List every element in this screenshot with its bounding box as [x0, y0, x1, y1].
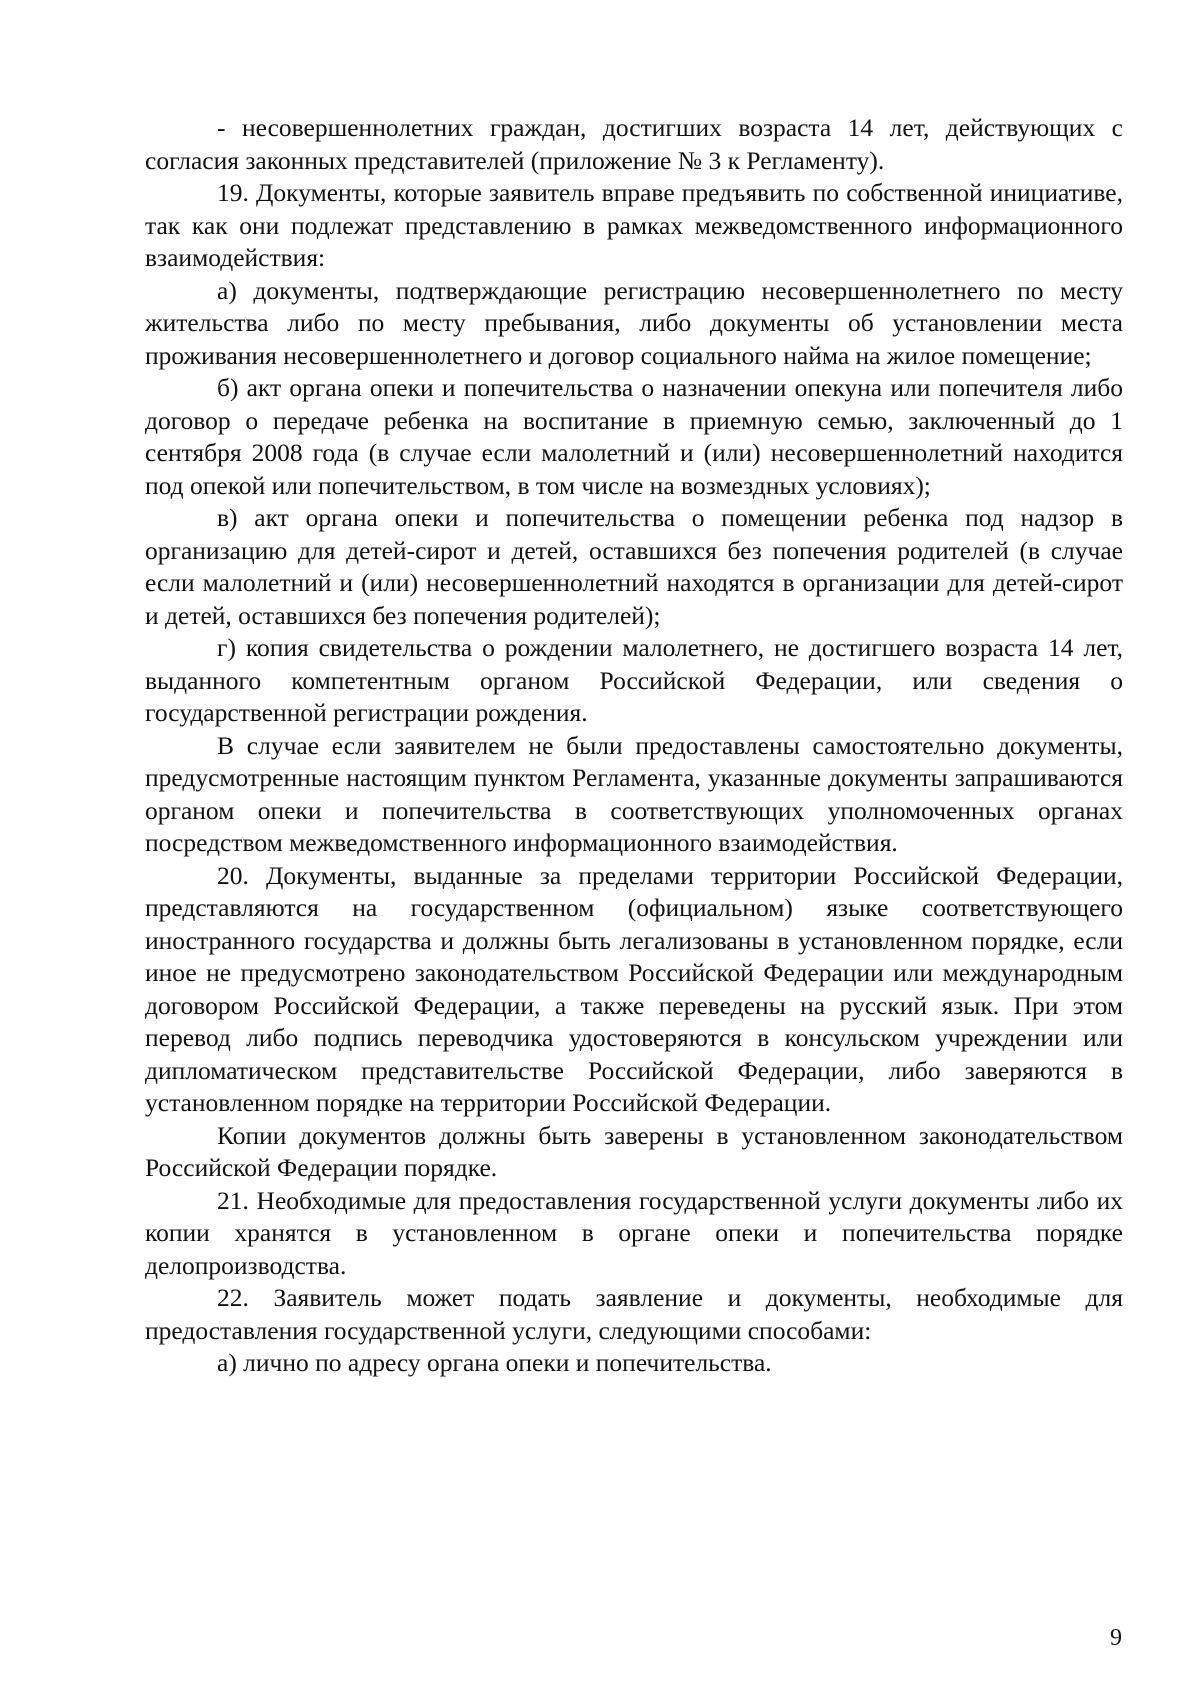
paragraph-item-19-note: В случае если заявителем не были предоставлены самостоятельно документы, предусмотренные настоящим пунктом Регламента, указанные документы запрашиваются органом опеки и попечительства в соответствующих уполномоченных органах посредством межведомственного информационного взаимодействия. — [145, 730, 1123, 857]
paragraph-item-20: 20. Документы, выданные за пределами территории Российской Федерации, представляются на государственном (официальном) языке соответствующего иностранного государства и должны быть легализованы в установленном порядке, если иное не предусмотрено законодательством Российской Федерации или международным договором Российской Федерации, а также переведены на русский язык. При этом перевод либо подпись переводчика удостоверяются в консульском учреждении или дипломатическом представительстве Российской Федерации, либо заверяются в установленном порядке на территории Российской Федерации. — [145, 860, 1123, 1117]
paragraph-item-20-copies: Копии документов должны быть заверены в установленном законодательством Российской Федерации порядке. — [145, 1120, 1123, 1182]
paragraph-item-22-a: а) лично по адресу органа опеки и попечительства. — [217, 1348, 772, 1377]
paragraph-item-21: 21. Необходимые для предоставления государственной услуги документы либо их копии хранятся в установленном в органе опеки и попечительства порядке делопроизводства. — [145, 1185, 1123, 1280]
paragraph-item-19-v: в) акт органа опеки и попечительства о помещении ребенка под надзор в организацию для детей-сирот и детей, оставшихся без попечения родителей (в случае если малолетний и (или) несовершеннолетний находятся в организации для детей-сирот и детей, оставшихся без попечения родителей); — [145, 503, 1123, 630]
document-body — [145, 112, 1123, 1380]
paragraph-minors-14: - несовершеннолетних граждан, достигших возраста 14 лет, действующих с согласия законных представителей (приложение № 3 к Регламенту). — [145, 113, 1123, 175]
paragraph-item-19: 19. Документы, которые заявитель вправе предъявить по собственной инициативе, так как они подлежат представлению в рамках межведомственного информационного взаимодействия: — [145, 178, 1123, 272]
paragraph-item-19-a: а) документы, подтверждающие регистрацию несовершеннолетнего по месту жительства либо по месту пребывания, либо документы об установлении места проживания несовершеннолетнего и договор социального найма на жилое помещение; — [145, 275, 1123, 370]
paragraph-item-19-g: г) копия свидетельства о рождении малолетнего, не достигшего возраста 14 лет, выданного компетентным органом Российской Федерации, или сведения о государственной регистрации рождения. — [145, 633, 1123, 727]
paragraph-item-22: 22. Заявитель может подать заявление и документы, необходимые для предоставления государственной услуги, следующими способами: — [145, 1283, 1123, 1345]
page-number: 9 — [1110, 1625, 1122, 1651]
paragraph-item-19-b: б) акт органа опеки и попечительства о назначении опекуна или попечителя либо договор о передаче ребенка на воспитание в приемную семью, заключенный до 1 сентября 2008 года (в случае если малолетний и (или) несовершеннолетний находится под опекой или попечительством, в том числе на возмездных условиях); — [145, 373, 1123, 500]
